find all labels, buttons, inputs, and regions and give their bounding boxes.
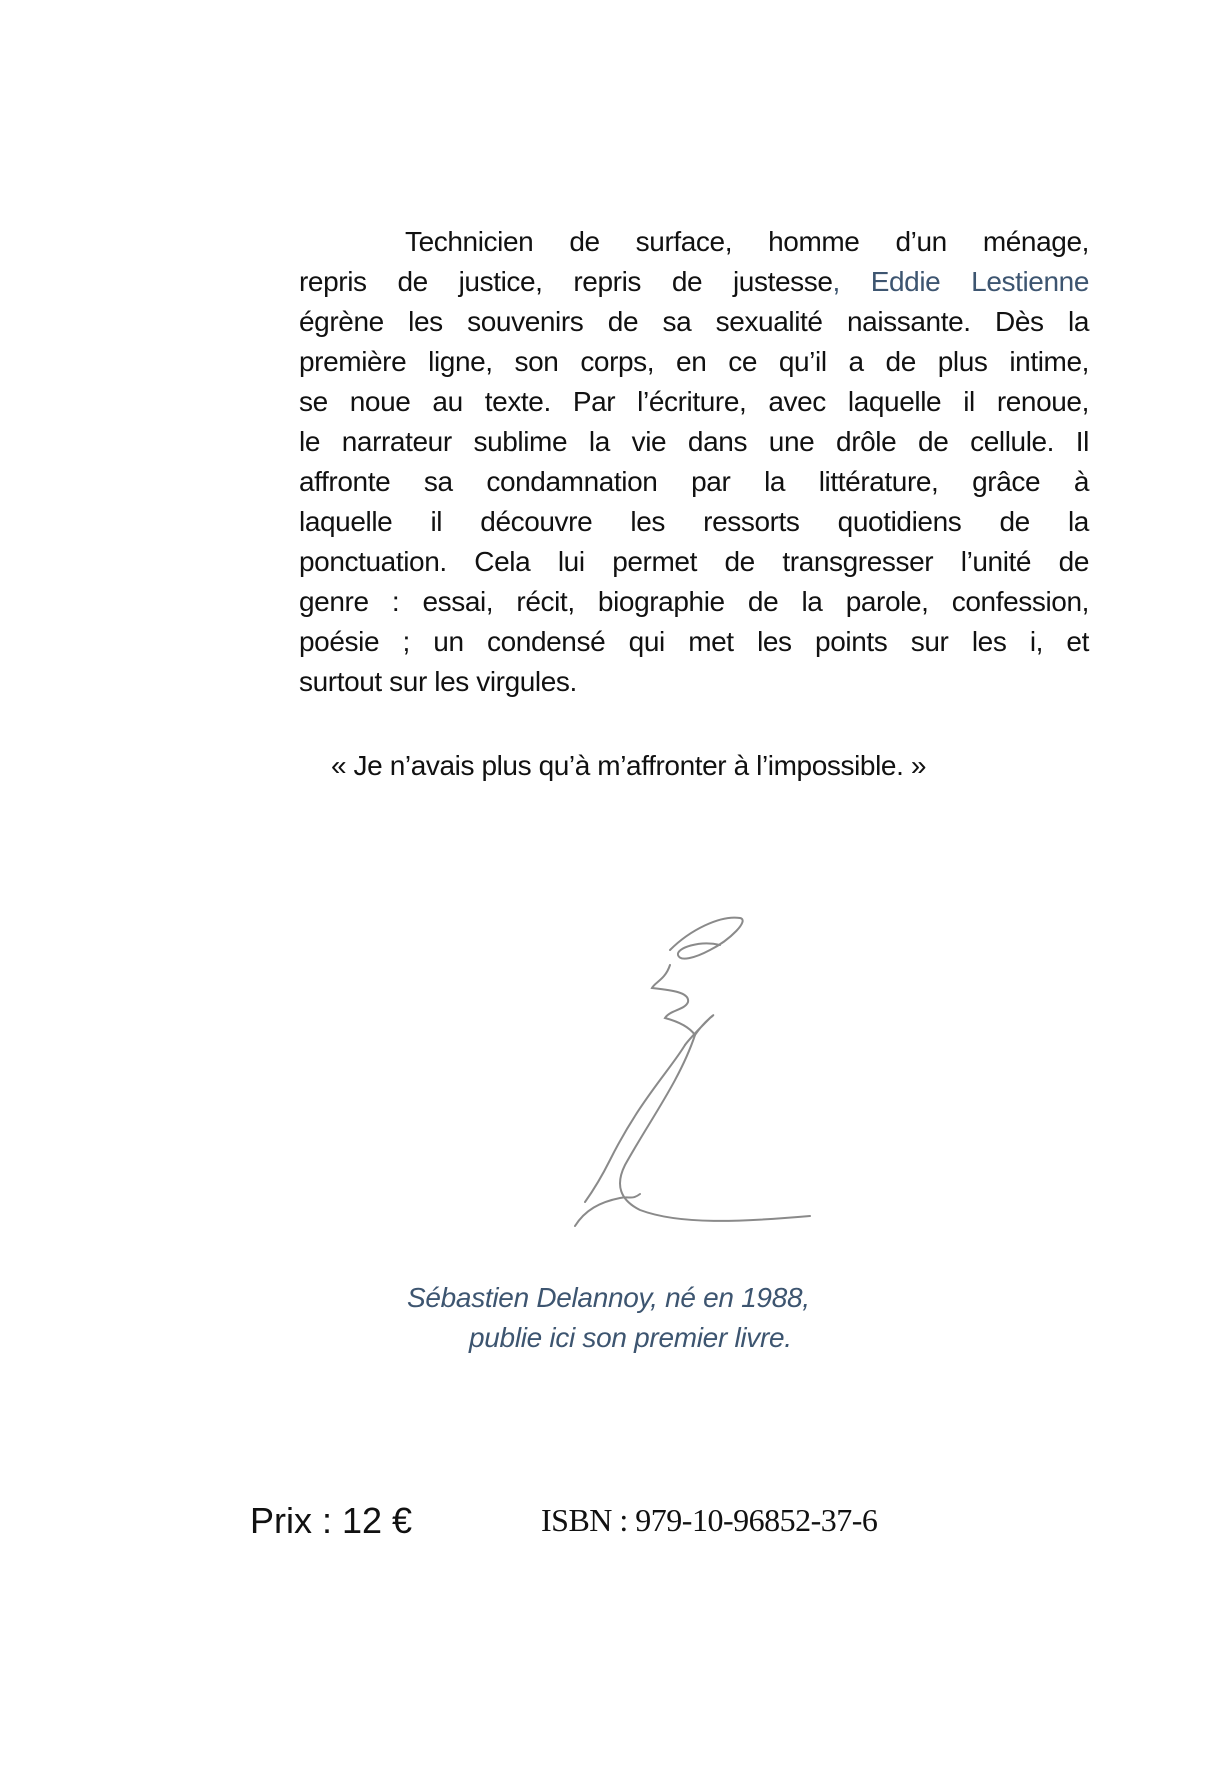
blurb-line: Technicien de surface, homme d’un ménage, xyxy=(405,226,1089,257)
blurb-line: se noue au texte. Par l’écriture, avec laquelle il renoue, xyxy=(299,386,1089,417)
isbn-label: ISBN : 979-10-96852-37-6 xyxy=(541,1502,878,1538)
blurb-line: le narrateur sublime la vie dans une drôle de cellule. Il xyxy=(299,426,1089,457)
blurb-line: surtout sur les virgules. xyxy=(299,666,577,697)
blurb-line: genre : essai, récit, biographie de la parole, confession, xyxy=(299,586,1089,617)
author-bio-line: publie ici son premier livre. xyxy=(469,1322,792,1353)
blurb-line: première ligne, son corps, en ce qu’il a de plus intime, xyxy=(299,346,1089,377)
price-label: Prix : 12 € xyxy=(250,1500,413,1541)
blurb-line: laquelle il découvre les ressorts quotidiens de la xyxy=(299,506,1089,537)
blurb-line-text: repris de justice, repris de justesse xyxy=(299,266,833,297)
author-bio-line: Sébastien Delannoy, né en 1988, xyxy=(407,1282,810,1313)
back-cover-blurb xyxy=(299,222,1089,702)
blurb-line: affronte sa condamnation par la littérature, grâce à xyxy=(299,466,1089,497)
character-name: , Eddie Lestienne xyxy=(832,266,1089,297)
blurb-line: poésie ; un condensé qui met les points sur les i, et xyxy=(299,626,1089,657)
blurb-line: ponctuation. Cela lui permet de transgresser l’unité de xyxy=(299,546,1089,577)
blurb-line xyxy=(299,262,1089,302)
blurb-line: égrène les souvenirs de sa sexualité naissante. Dès la xyxy=(299,306,1089,337)
epigraph-quote: « Je n’avais plus qu’à m’affronter à l’impossible. » xyxy=(331,750,926,781)
author-signature xyxy=(570,910,830,1240)
